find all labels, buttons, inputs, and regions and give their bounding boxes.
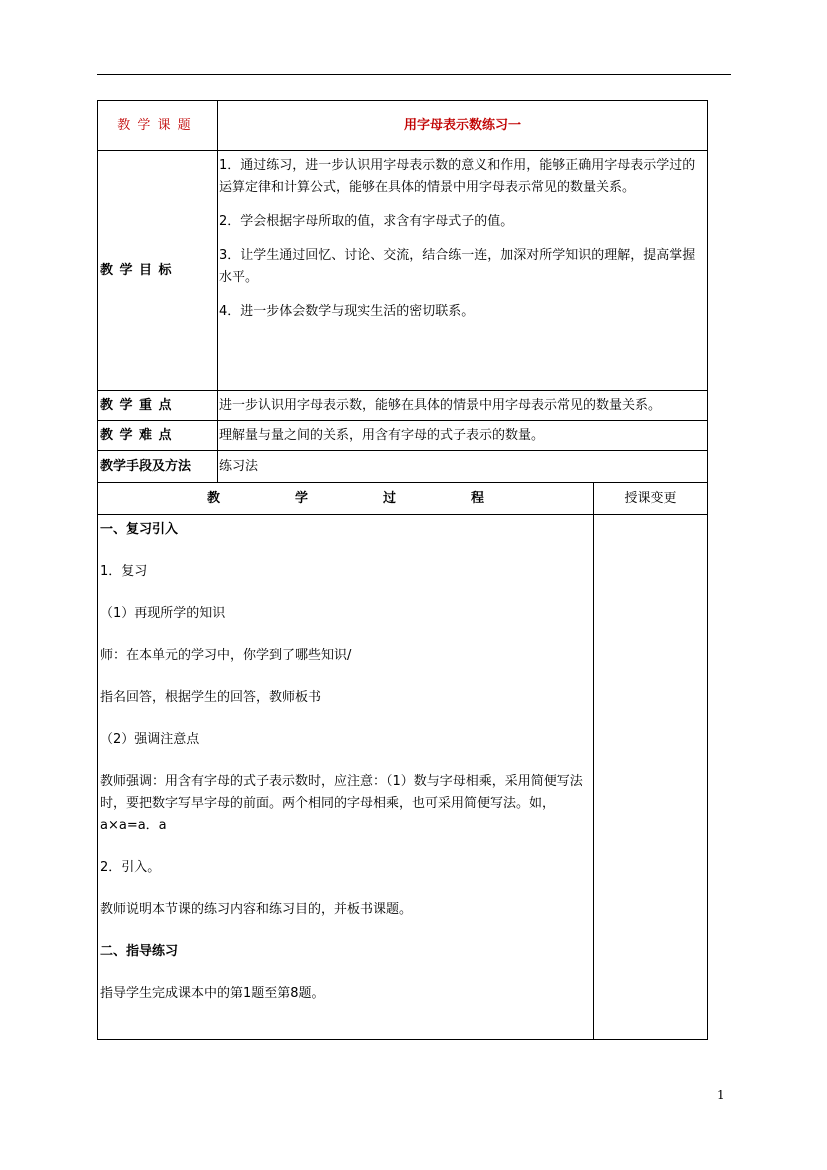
changes-header: 授课变更 [594, 483, 708, 515]
section-heading: 二、指导练习 [100, 944, 179, 959]
goal-item: 1．通过练习，进一步认识用字母表示数的意义和作用，能够正确用字母表示学过的运算定律和计算公式，能够在具体的情景中用字母表示常见的数量关系。 [219, 158, 696, 195]
section-heading: 一、复习引入 [100, 522, 179, 537]
changes-cell [594, 515, 708, 1040]
process-paragraph: 指导学生完成课本中的第1题至第8题。 [100, 986, 325, 1001]
header-rule [97, 74, 731, 75]
page-number: 1 [717, 1088, 725, 1102]
process-header-char: 过 [382, 490, 396, 506]
method-label: 教学手段及方法 [98, 451, 218, 483]
process-header [98, 483, 594, 515]
goals-cell [218, 151, 708, 391]
key-label: 教学重点 [98, 391, 218, 421]
difficulty-text: 理解量与量之间的关系，用含有字母的式子表示的数量。 [218, 421, 708, 451]
process-header-char: 程 [470, 490, 484, 506]
goal-item: 4．进一步体会数学与现实生活的密切联系。 [219, 304, 475, 319]
goals-label: 教学目标 [98, 151, 218, 391]
process-cell [98, 515, 594, 1040]
process-paragraph: 指名回答，根据学生的回答，教师板书 [100, 690, 322, 705]
process-header-char: 学 [294, 490, 308, 506]
lesson-title: 用字母表示数练习一 [218, 101, 708, 151]
process-paragraph: 2．引入。 [100, 860, 161, 875]
method-row [98, 451, 708, 483]
title-label: 教学课题 [98, 101, 218, 151]
process-paragraph: 1．复习 [100, 564, 148, 579]
process-paragraph: 教师强调：用含有字母的式子表示数时，应注意：（1）数与字母相乘，采用简便写法时，要把数字写早字母的前面。两个相同的字母相乘，也可采用简便写法。如，a×a=a．a [100, 774, 583, 833]
process-paragraph: （2）强调注意点 [100, 732, 200, 747]
process-paragraph: （1）再现所学的知识 [100, 606, 226, 621]
difficulty-row [98, 421, 708, 451]
difficulty-label: 教学难点 [98, 421, 218, 451]
goals-row [98, 151, 708, 391]
method-text: 练习法 [218, 451, 708, 483]
key-row [98, 391, 708, 421]
process-row [98, 515, 708, 1040]
process-header-row [98, 483, 708, 515]
title-row [98, 101, 708, 151]
key-text: 进一步认识用字母表示数，能够在具体的情景中用字母表示常见的数量关系。 [218, 391, 708, 421]
process-header-char: 教 [206, 490, 220, 506]
process-paragraph: 教师说明本节课的练习内容和练习目的，并板书课题。 [100, 902, 413, 917]
goal-item: 2．学会根据字母所取的值，求含有字母式子的值。 [219, 214, 514, 229]
lesson-plan-table [97, 100, 708, 1040]
goal-item: 3．让学生通过回忆、讨论、交流，结合练一连，加深对所学知识的理解，提高掌握水平。 [219, 248, 696, 285]
process-paragraph: 师：在本单元的学习中，你学到了哪些知识/ [100, 648, 352, 663]
